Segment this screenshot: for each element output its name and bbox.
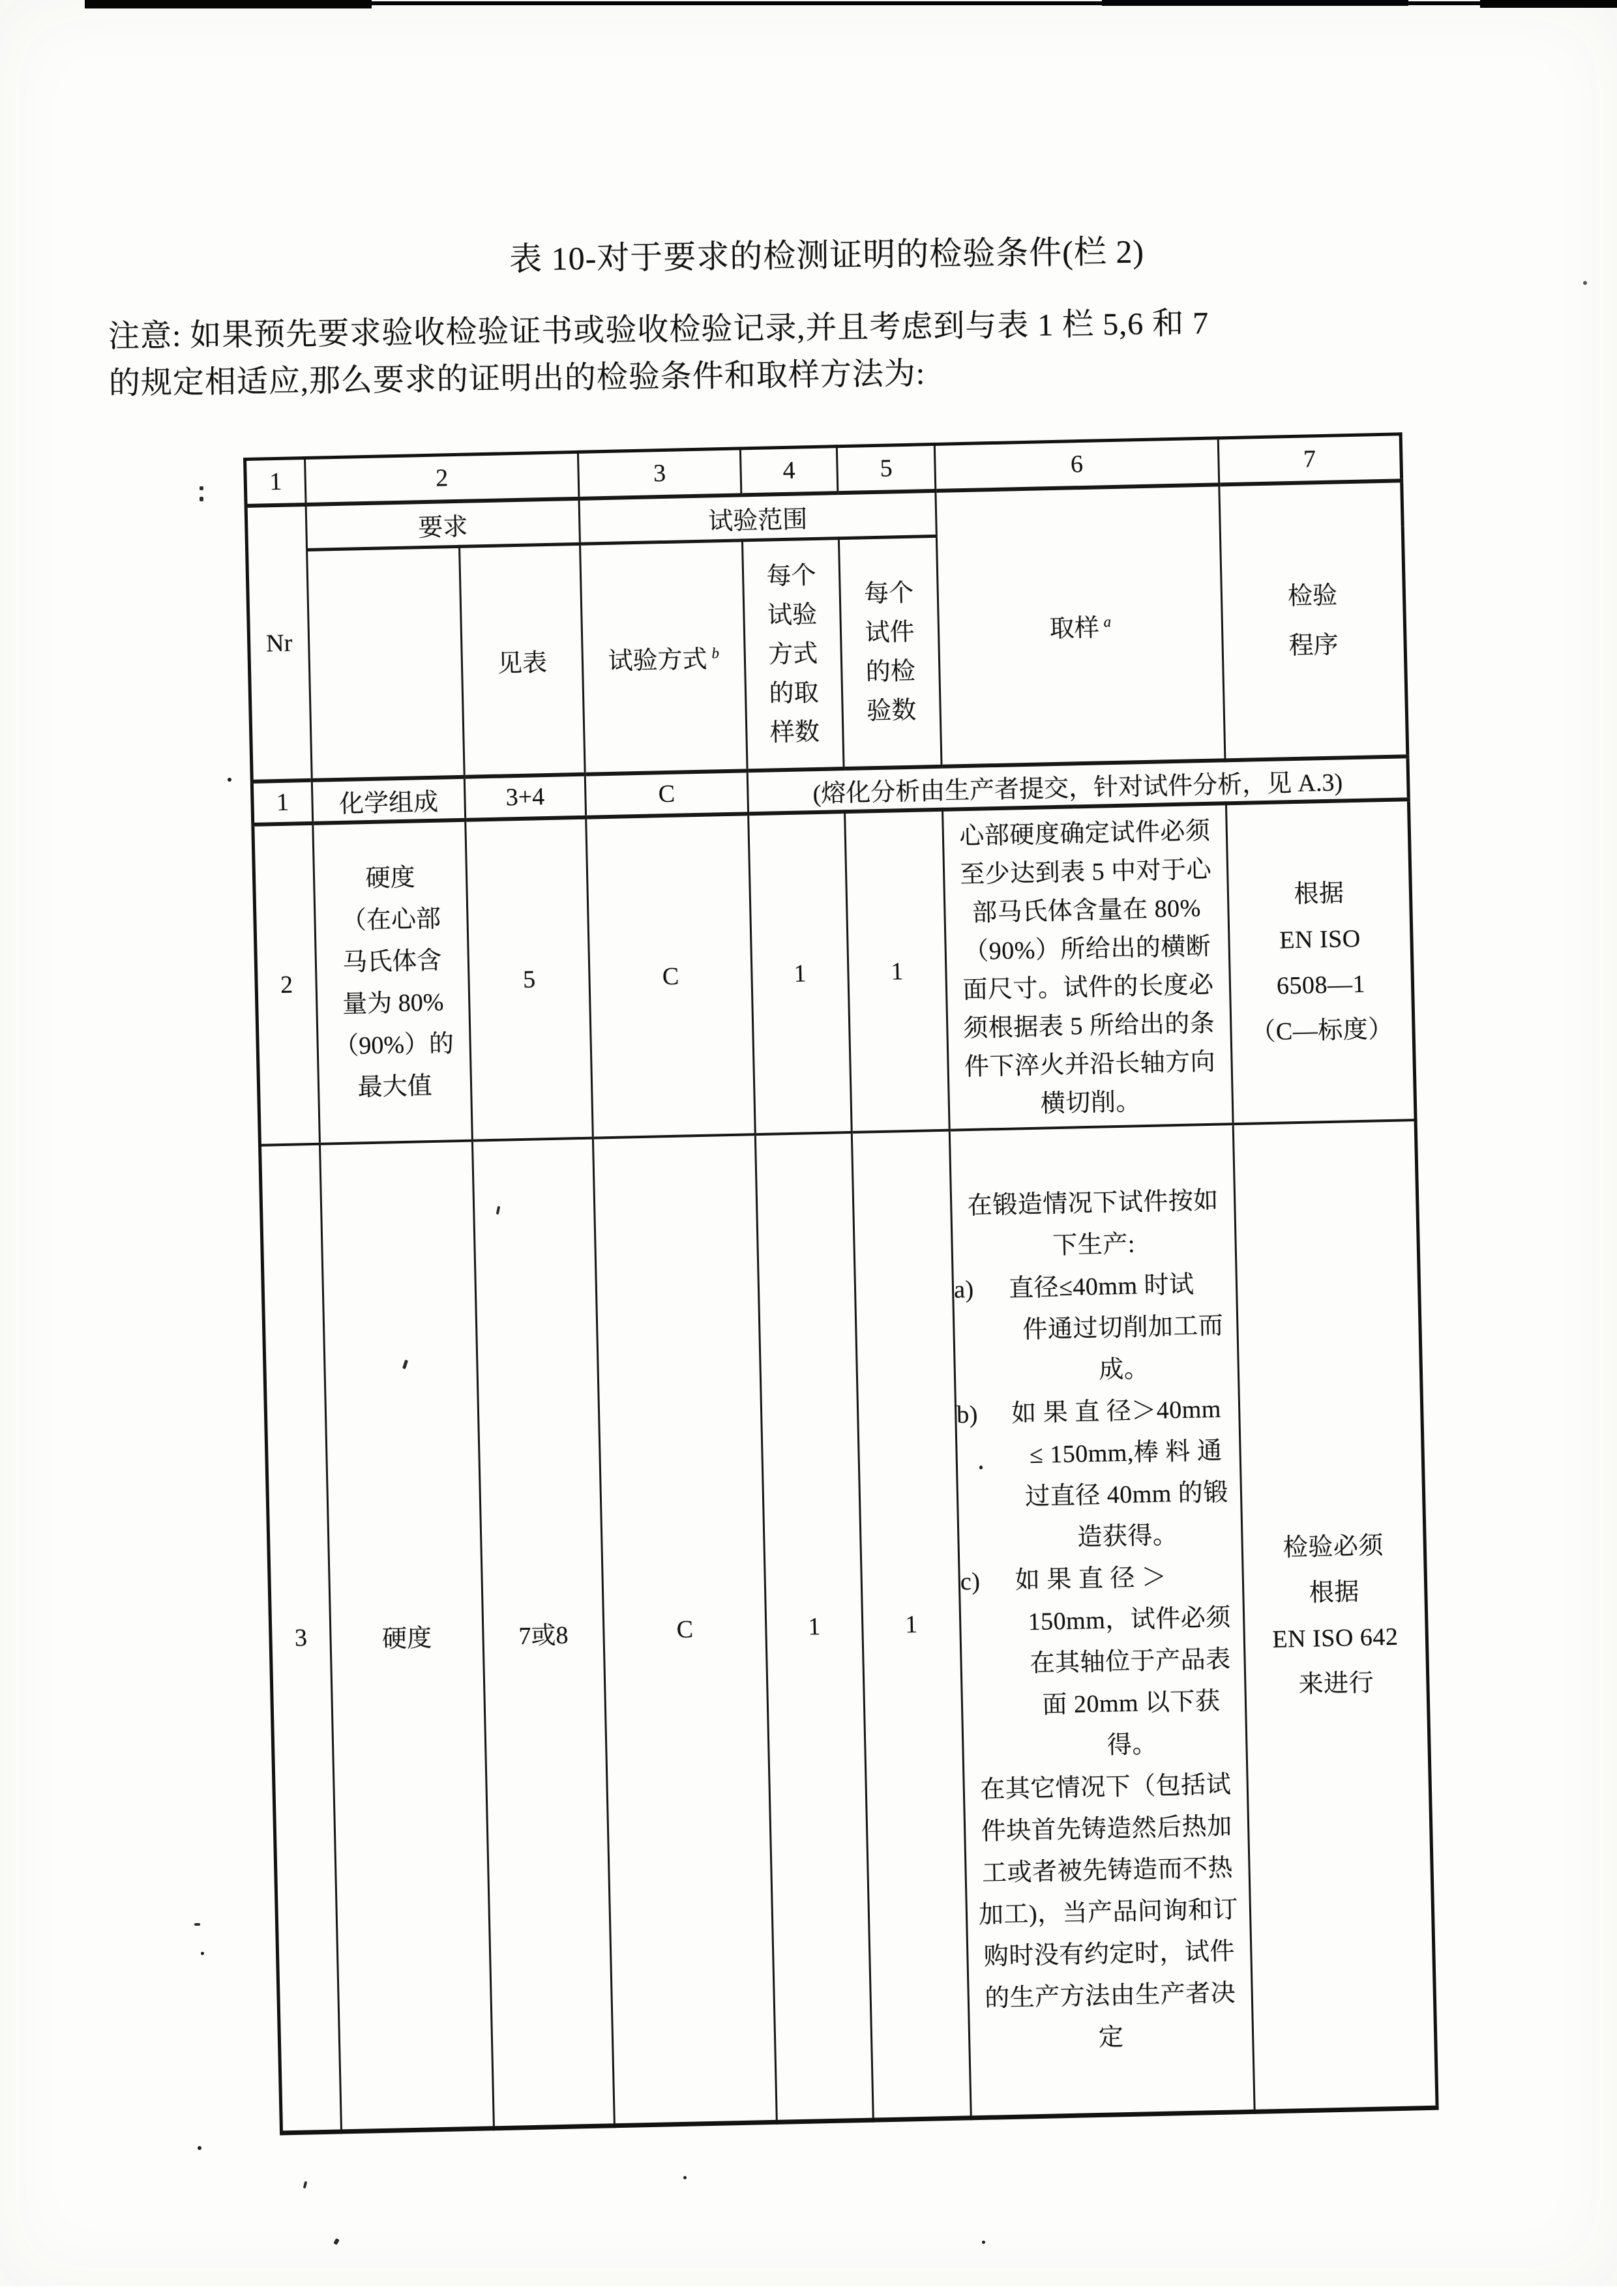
scan-speckle [1583,281,1587,285]
cell-test-method: C [586,814,756,1138]
table-row [253,799,1416,1145]
header-requirement-group: 要求 [306,499,580,550]
cell-merged-note: (熔化分析由生产者提交，针对试件分析，见 A.3) [747,756,1408,814]
col-number-7: 7 [1218,434,1401,485]
cell-see-table: 5 [466,817,593,1141]
footnote-b-marker: b [711,645,720,662]
header-see-table: 见表 [460,544,586,776]
cell-requirement: 硬度 [319,1141,494,2132]
scan-speckle [198,2146,201,2150]
cell-procedure: 根据 EN ISO 6508—1 （C—标度） [1226,799,1416,1124]
cell-see-table: 7或8 [472,1138,614,2128]
col-number-3: 3 [578,449,741,499]
header-procedure: 检验 程序 [1219,480,1408,760]
cell-checks-per-piece: 1 [852,1130,971,2120]
header-sampling [936,484,1225,766]
cell-test-method: C [593,1134,777,2126]
cell-procedure: 检验必须 根据 EN ISO 642 来进行 [1233,1120,1437,2112]
col-number-5: 5 [837,444,936,493]
scan-speckle [982,2241,985,2244]
header-nr: Nr [246,505,312,782]
cell-sampling-notes: 在锻造情况下试件按如 下生产: a) 直径≤40mm 时试 件通过切削加工而 成。 b) 如 果 直 径＞40mm ≤ 150mm,棒 料 通 过直径 40mm 的锻 造获得。 c) 如 果 直 径 ＞ 150mm，试件必须 在其轴位于产品表 面 20mm 以下获 得。 在其它情况下（包括试 件块首先铸造然后热加 工或者被先铸造而不热 加工)，当产品问询和订 购时没有约定时，试件 的生产方法由生产者决 定 [949,1124,1254,2118]
header-requirement-desc-empty [307,546,465,780]
cell-samples-per-method: 1 [749,812,852,1134]
cell-nr: 3 [260,1144,342,2133]
scan-speckle [194,1923,200,1926]
inspection-conditions-table [243,432,1439,2135]
scan-speckle [979,1465,983,1469]
scan-speckle [683,2176,687,2179]
col-number-6: 6 [934,438,1219,491]
scan-speckle [201,1952,204,1955]
table-wrapper [243,432,1436,2135]
header-sampling-label: 取样 [1049,614,1100,643]
col-number-4: 4 [740,447,838,495]
cell-nr: 1 [252,780,312,825]
cell-checks-per-piece: 1 [845,810,950,1132]
table-row [260,1120,1438,2133]
footnote-a-marker: a [1103,613,1112,630]
cell-sampling-notes: 心部硬度确定试件必须 至少达到表 5 中对于心 部马氏体含量在 80% （90%）所给出的横断 面尺寸。试件的长度必 须根据表 5 所给出的条 件下淬火并沿长轴方向 横切削。 [943,803,1234,1130]
header-test-scope-group: 试验范围 [579,491,936,544]
cell-see-table: 3+4 [464,774,586,820]
cell-requirement: 硬度 （在心部 马氏体含 量为 80% （90%）的 最大值 [313,820,473,1144]
col-number-2: 2 [305,452,579,505]
scan-speckle [200,497,203,501]
note-line-1: 注意: 如果预先要求验收检验证书或验收检验记录,并且考虑到与表 1 栏 5,6 和 7 [108,306,1209,355]
header-samples-per-method: 每个 试验 方式 的取 样数 [742,538,844,771]
cell-samples-per-method: 1 [755,1132,873,2122]
cell-test-method: C [585,771,748,817]
note-paragraph [108,297,1466,407]
note-line-2: 的规定相适应,那么要求的证明出的检验条件和取样方法为: [108,356,926,402]
header-test-method [580,540,747,774]
scan-speckle [228,778,231,782]
header-test-method-label: 试验方式 [608,645,708,675]
cell-nr: 2 [253,823,320,1145]
col-number-1: 1 [245,458,306,506]
page-title: 表 10-对于要求的检测证明的检验条件(栏 2) [509,233,1145,278]
header-checks-per-piece: 每个 试件 的检 验数 [838,536,942,769]
cell-requirement: 化学组成 [312,777,465,823]
scan-speckle [200,486,203,490]
